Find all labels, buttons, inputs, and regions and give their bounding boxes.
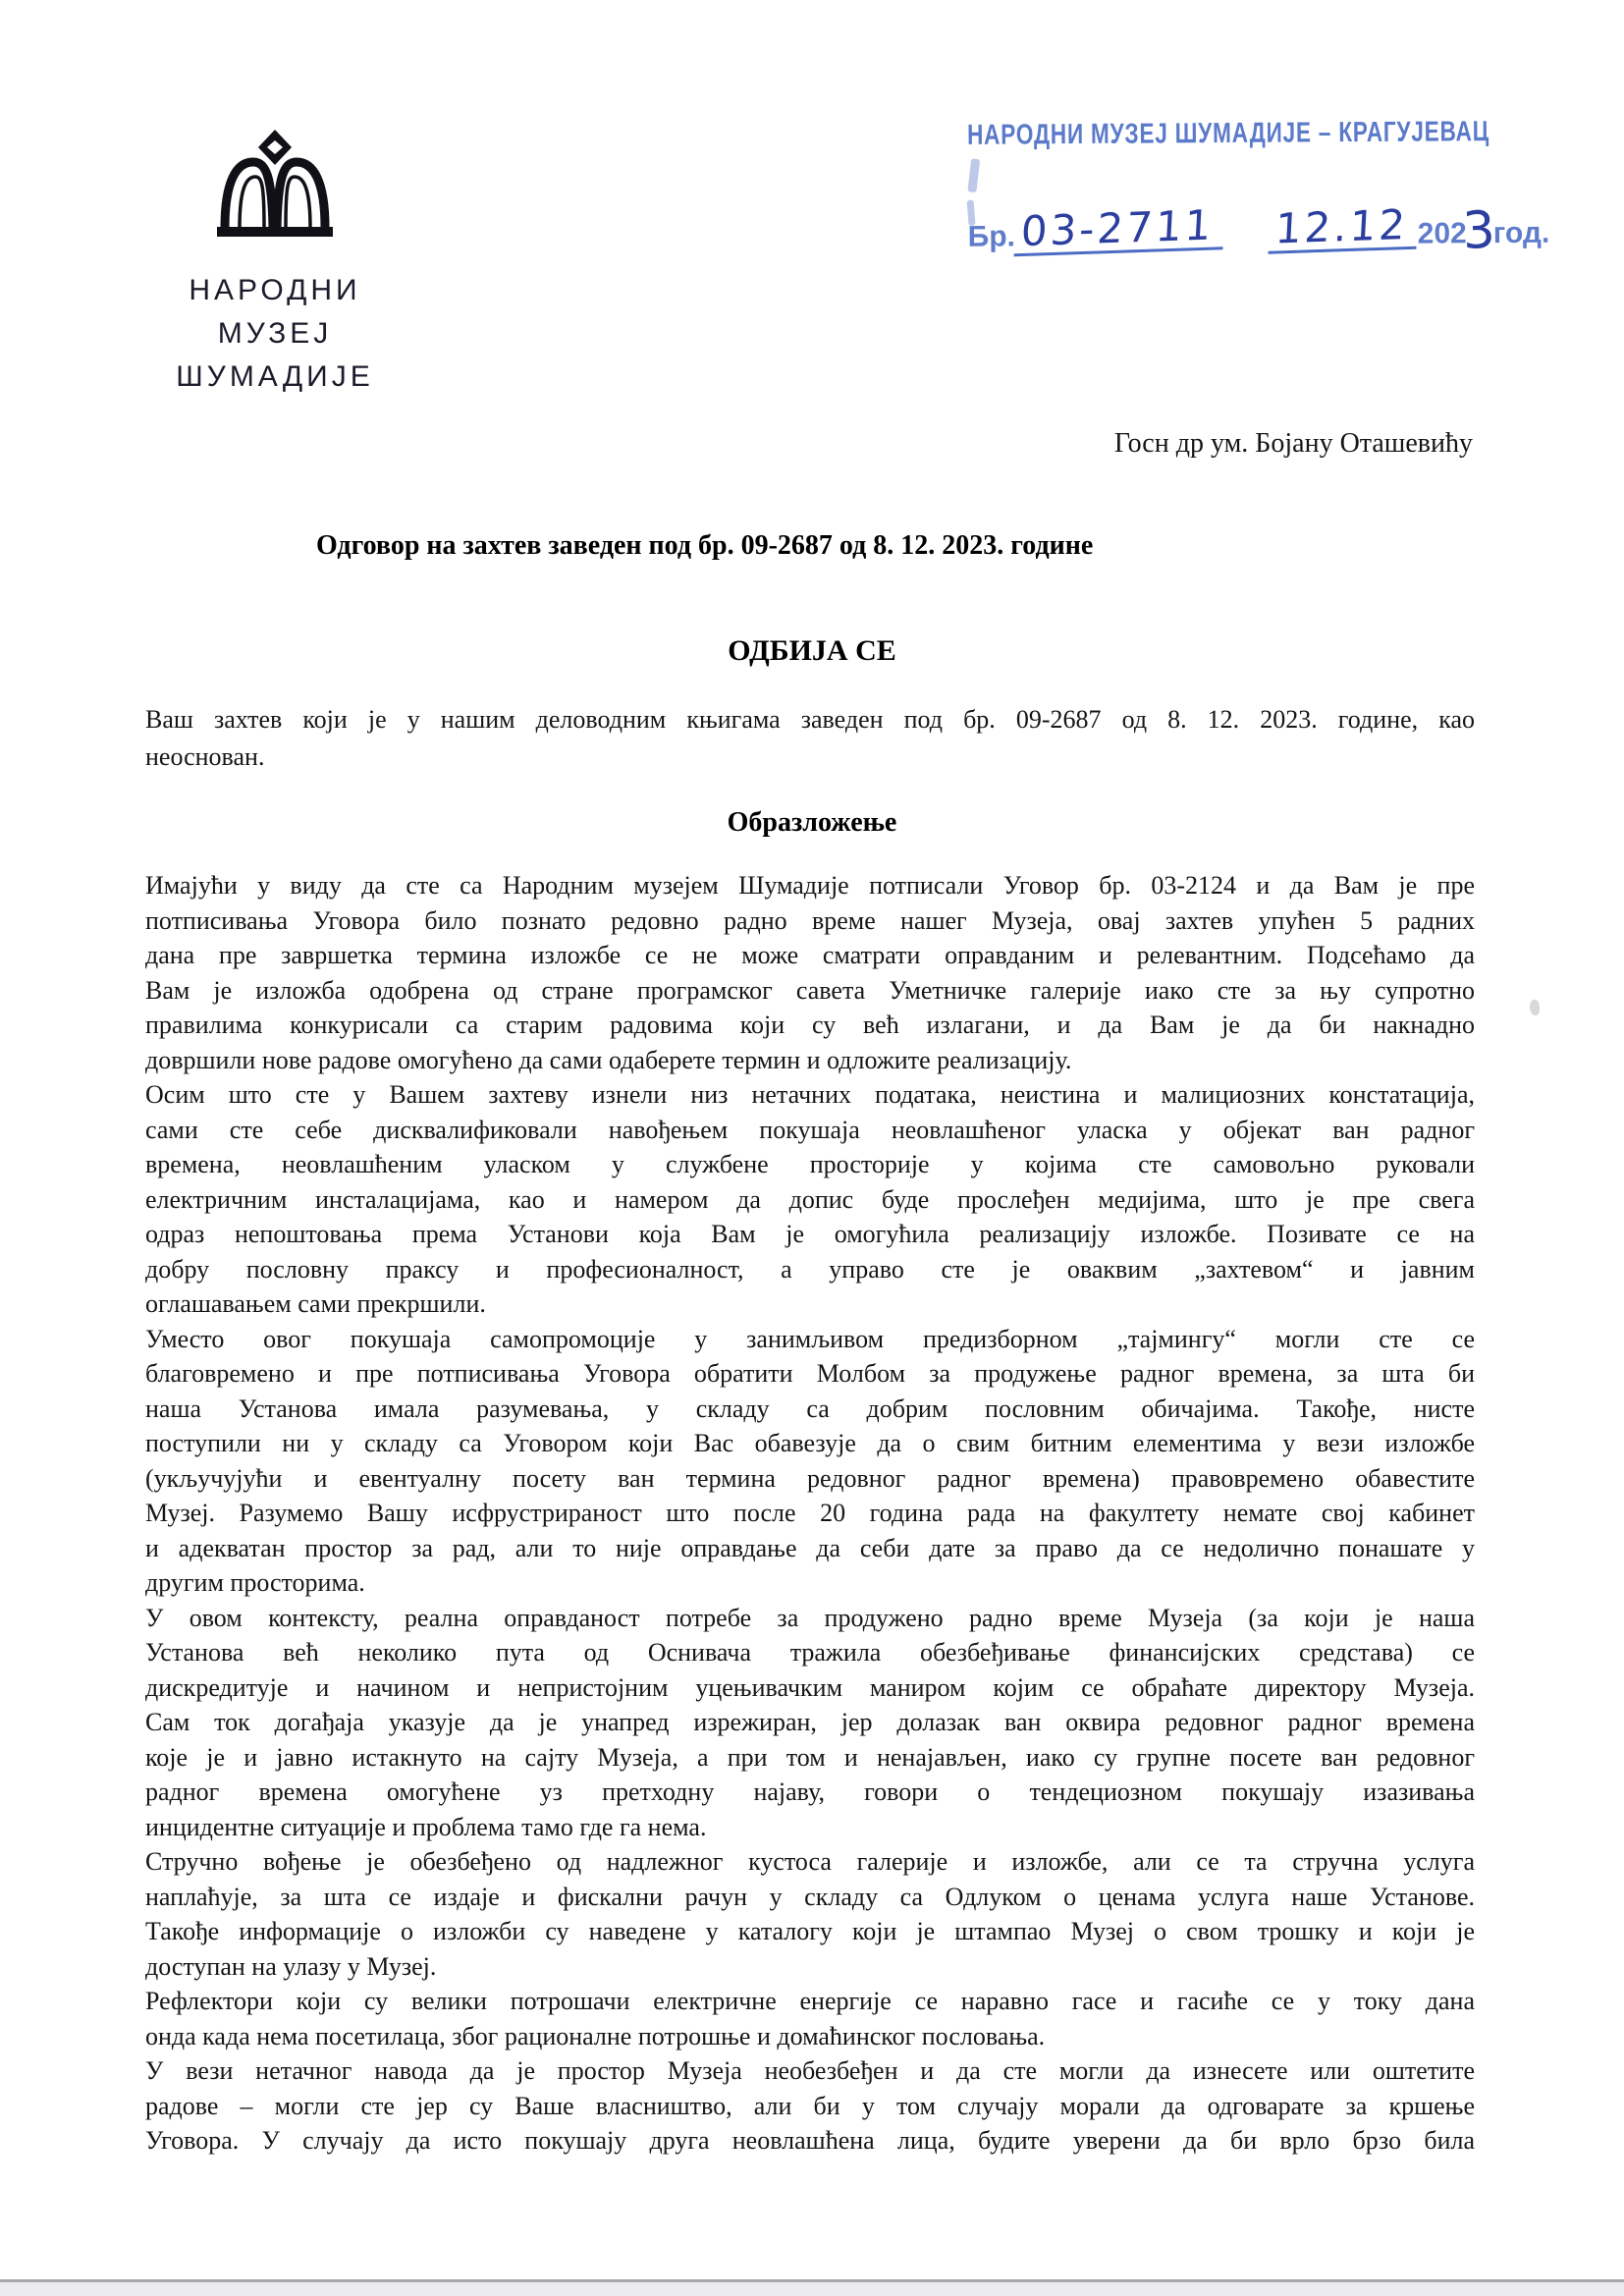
scan-smudge bbox=[1530, 1000, 1540, 1015]
text-line: Уместо овог покушаја самопромоције у занимљивом предизборном „тајмингу“ могли сте се bbox=[145, 1324, 1475, 1353]
paragraph bbox=[145, 1984, 1475, 2053]
paragraph bbox=[145, 1844, 1475, 1984]
text-line: које је и јавно истакнуто на сајту Музеја, а при том и ненајављен, иако су групне посете ван редовног bbox=[145, 1742, 1475, 1772]
text-line: сами сте себе дисквалификовали навођењем покушаја неовлашћеног уласка у објекат ван радног bbox=[145, 1115, 1475, 1144]
text-line: наша Установа имала разумевања, у складу са добрим пословним обичајима. Такође, нисте bbox=[145, 1394, 1475, 1423]
text-line: Такође информације о изложби су наведене у каталогу који је штампао Музеј о свом трошку и који је bbox=[145, 1917, 1475, 1945]
text-line: Имајући у виду да сте са Народним музејем Шумадије потписали Уговор бр. 03-2124 и да Вам је пре bbox=[145, 871, 1475, 900]
paragraph bbox=[145, 2053, 1475, 2159]
text-line: У овом контексту, реална оправданост потребе за продужено радно време Музеја (за који је наша bbox=[145, 1603, 1475, 1632]
crown-logo-icon bbox=[201, 130, 349, 246]
text-line: радног времена омогућене уз претходну најаву, говори о тендециозном покушају изазивања bbox=[145, 1777, 1475, 1806]
text-line: благовремено и пре потписивања Уговора обратити Молбом за продужење радног времена, за шта би bbox=[145, 1359, 1475, 1388]
body-paragraphs bbox=[145, 868, 1475, 2159]
letterhead bbox=[137, 130, 412, 399]
text-line: Ваш захтев који је у нашим деловодним књигама заведен под бр. 09-2687 од 8. 12. 2023. године, као bbox=[145, 705, 1475, 734]
paragraph bbox=[145, 1322, 1475, 1601]
text-line: Сам ток догађаја указује да је унапред изрежиран, јер долазак ван оквира редовног радног времена bbox=[145, 1708, 1475, 1736]
org-name-line1: НАРОДНИ МУЗЕЈ bbox=[189, 274, 361, 350]
text-line: дискредитује и начином и непристојним уцењивачким маниром којим се обраћате директору Музеја. bbox=[145, 1672, 1475, 1702]
registry-stamp bbox=[966, 116, 1550, 261]
text-line: (укључујући и евентуалну посету ван термина редовног радног времена) правовремено обавестите bbox=[145, 1463, 1475, 1493]
text-line: дана пре завршетка термина изложбе се не може сматрати оправданим и релевантним. Подсећамо да bbox=[145, 941, 1475, 969]
text-line: довршили нове радове омогућено да сами одаберете термин и одложите реализацију. bbox=[145, 1045, 1072, 1074]
text-line: Музеј. Разумемо Вашу исфрустрираност што после 20 година рада на факултету немате свој кабинет bbox=[145, 1499, 1475, 1527]
text-line: потписивања Уговора било познато редовно радно време нашег Музеја, овај захтев упућен 5 радних bbox=[145, 905, 1475, 935]
stamp-number-handwritten: 03-2711 bbox=[1014, 205, 1225, 256]
decision-heading: ОДБИЈА СЕ bbox=[728, 634, 896, 667]
paragraph bbox=[145, 868, 1475, 1077]
text-line: инцидентне ситуације и проблема тамо где га нема. bbox=[145, 1812, 707, 1841]
text-line: Осим што сте у Вашем захтеву изнели низ нетачних података, неистина и малициозних констатација, bbox=[145, 1080, 1475, 1109]
page-bottom-strip bbox=[0, 2282, 1624, 2296]
text-line: електричним инсталацијама, као и намером да допис буде прослеђен медијима, што је пре свега bbox=[145, 1184, 1475, 1214]
text-line: доступан на улазу у Музеј. bbox=[145, 1951, 437, 1981]
paragraph bbox=[145, 1077, 1475, 1322]
text-line: другим просторима. bbox=[145, 1568, 365, 1597]
stamp-year-handwritten: 3 bbox=[1461, 200, 1497, 261]
stamp-number-row bbox=[967, 199, 1550, 261]
text-line: онда када нема посетилаца, због рационалне потрошње и домаћинског пословања. bbox=[145, 2021, 1046, 2050]
text-line: Установа већ неколико пута од Оснивача тражила обезбеђивање финансијских средстава) се bbox=[145, 1638, 1475, 1667]
text-line: одраз непоштовања према Установи која Вам је омогућила реализацију изложбе. Позивате се на bbox=[145, 1220, 1475, 1248]
stamp-ink-blob bbox=[967, 158, 980, 192]
text-line: и адекватан простор за рад, али то није оправдање да себи дате за право да се недолично понашате у bbox=[145, 1533, 1475, 1562]
text-line: Вам је изложба одобрена од стране програмског савета Уметничке галерије иако сте за њу супротно bbox=[145, 975, 1475, 1005]
text-line: Уговора. У случају да исто покушају друга неовлашћена лица, будите уверени да би врло брзо била bbox=[145, 2126, 1475, 2155]
text-line: оглашавањем сами прекршили. bbox=[145, 1289, 486, 1318]
org-name-line2: ШУМАДИЈЕ bbox=[176, 360, 374, 393]
paragraph bbox=[145, 1601, 1475, 1845]
text-line: наплаћује, за шта се издаје и фискални рачун у складу са Одлуком о ценама услуга наше Установе. bbox=[145, 1882, 1475, 1911]
stamp-title: НАРОДНИ МУЗЕЈ ШУМАДИЈЕ – КРАГУЈЕВАЦ bbox=[966, 116, 1490, 151]
stamp-year-printed: 202 bbox=[1417, 217, 1467, 250]
text-line: времена, неовлашћеним уласком у службене просторије у којима сте самовољно руковали bbox=[145, 1150, 1475, 1178]
text-line: Рефлектори који су велики потрошачи електричне енергије се наравно гасе и гасиће се у току дана bbox=[145, 1987, 1475, 2015]
text-line: неоснован. bbox=[145, 742, 265, 771]
text-line: поступили ни у складу са Уговором који Вас обавезује да о свим битним елементима у вези изложбе bbox=[145, 1429, 1475, 1457]
subject-line: Одговор на захтев заведен под бр. 09-2687 од 8. 12. 2023. године bbox=[316, 530, 1094, 561]
text-line: правилима конкурисали са старим радовима који су већ излагани, и да Вам је да би накнадно bbox=[145, 1011, 1475, 1039]
intro-paragraph-block bbox=[145, 701, 1475, 776]
stamp-number-label: Бр. bbox=[967, 220, 1016, 253]
paragraph bbox=[145, 701, 1475, 776]
text-line: Стручно вођење је обезбеђено од надлежног кустоса галерије и изложбе, али се та стручна услуга bbox=[145, 1847, 1475, 1876]
recipient-line: Госн др ум. Бојану Оташевићу bbox=[1113, 428, 1473, 459]
stamp-date-handwritten: 12.12 bbox=[1268, 205, 1419, 254]
text-line: добру пословну праксу и професионалност, а управо сте је оваквим „захтевом“ и јавним bbox=[145, 1254, 1475, 1284]
text-line: У вези нетачног навода да је простор Музеја необезбеђен и да сте могли да изнесете или оштетите bbox=[145, 2056, 1475, 2085]
text-line: радове – могли сте јер су Ваше власништво, али би у том случају морали да одговарате за кршење bbox=[145, 2091, 1475, 2120]
section-heading: Образложење bbox=[727, 807, 897, 838]
stamp-year-suffix: год. bbox=[1492, 216, 1550, 250]
